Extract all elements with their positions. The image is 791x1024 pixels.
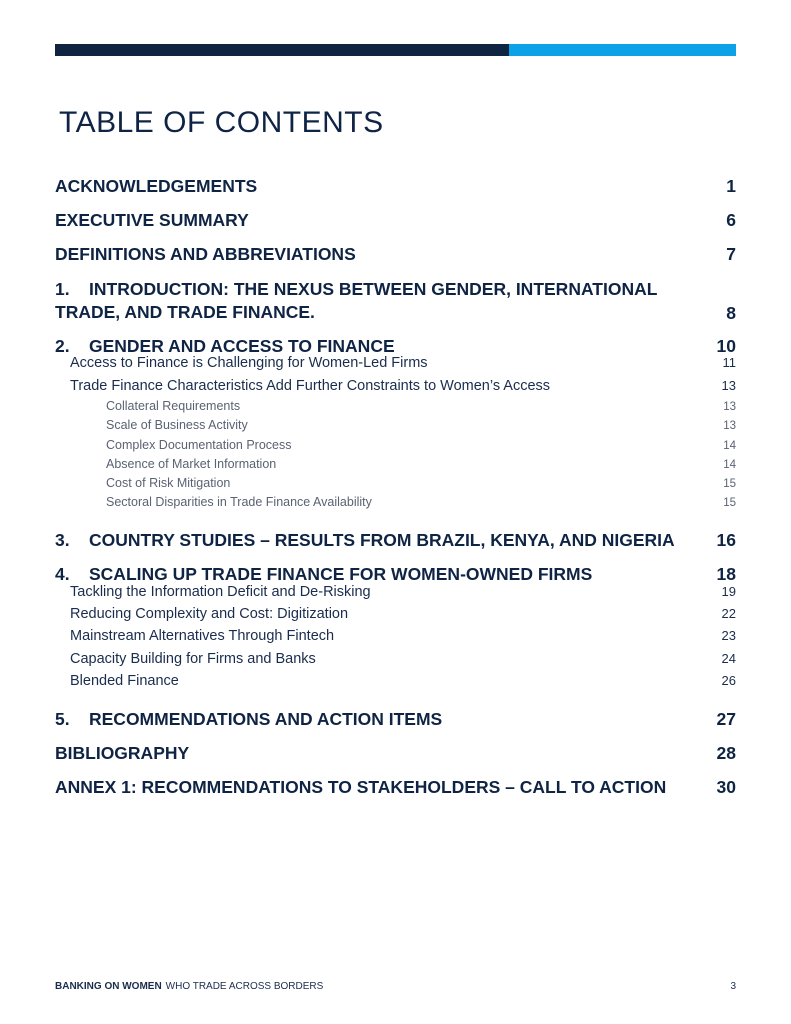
toc-entry-label	[55, 336, 395, 357]
toc-subsubentry-page: 14	[723, 440, 736, 452]
toc-entry-page: 18	[716, 564, 736, 584]
toc-entry-chapter-2[interactable]	[55, 336, 736, 357]
header-bar	[55, 44, 736, 56]
toc-entry-text: SCALING UP TRADE FINANCE FOR WOMEN-OWNED FIRMS	[89, 564, 593, 584]
toc-entry-line-2: TRADE, AND TRADE FINANCE.	[55, 302, 315, 322]
toc-subsubentry[interactable]	[55, 438, 736, 452]
toc-entry-chapter-5[interactable]	[55, 709, 736, 730]
toc-chapter-number: 5.	[55, 709, 70, 729]
toc-entry-bibliography[interactable]	[55, 743, 736, 764]
toc-subentry[interactable]	[55, 355, 736, 371]
toc-entry-text: COUNTRY STUDIES – RESULTS FROM BRAZIL, KENYA, AND NIGERIA	[89, 530, 675, 550]
toc-entry-page: 1	[726, 176, 736, 196]
toc-entry-page: 27	[716, 709, 736, 729]
toc-entry-label	[55, 278, 657, 324]
header-bar-light-segment	[509, 44, 736, 56]
toc-subsubentry[interactable]	[55, 399, 736, 413]
toc-entry-page: 28	[716, 743, 736, 763]
toc-subsubentry[interactable]	[55, 476, 736, 490]
toc-entry-page: 6	[726, 210, 736, 230]
toc-entry-label	[55, 709, 442, 730]
toc-entry-page: 7	[726, 244, 736, 264]
toc-chapter-number: 2.	[55, 336, 70, 356]
toc-subentry-page: 23	[721, 628, 736, 643]
toc-entry-acknowledgements[interactable]	[55, 176, 736, 197]
toc-subentry-page: 19	[721, 584, 736, 599]
toc-subsubentry-label: Collateral Requirements	[106, 399, 241, 413]
toc-subsubentry-page: 13	[723, 420, 736, 432]
header-bar-dark-segment	[55, 44, 509, 56]
footer-title	[55, 981, 323, 992]
toc-entry-label: ANNEX 1: RECOMMENDATIONS TO STAKEHOLDERS – CALL TO ACTION	[55, 777, 667, 797]
toc-subentry-label: Trade Finance Characteristics Add Further Constraints to Women’s Access	[70, 378, 551, 394]
toc-subsubentry-page: 14	[723, 459, 736, 471]
toc-subentry[interactable]	[55, 606, 736, 622]
toc-subentry[interactable]	[55, 651, 736, 667]
toc-subentry-label: Capacity Building for Firms and Banks	[70, 651, 316, 667]
toc-entry-annex-1[interactable]	[55, 777, 736, 798]
toc-entry-chapter-3[interactable]	[55, 530, 736, 551]
toc-subentry-label: Access to Finance is Challenging for Women-Led Firms	[70, 355, 428, 371]
toc-subentry[interactable]	[55, 378, 736, 394]
toc-entry-page: 10	[716, 336, 736, 356]
toc-entry-label	[55, 530, 675, 551]
toc-subentry-page: 22	[721, 606, 736, 621]
toc-subentry-label: Blended Finance	[70, 673, 179, 689]
toc-subentry-label: Tackling the Information Deficit and De-Risking	[70, 584, 371, 600]
toc-subentry[interactable]	[55, 673, 736, 689]
toc-entry-page: 16	[716, 530, 736, 550]
toc-subsubentry-label: Sectoral Disparities in Trade Finance Availability	[106, 495, 372, 509]
toc-entry-label: EXECUTIVE SUMMARY	[55, 210, 249, 230]
toc-entry-label	[55, 564, 592, 585]
toc-subsubentry[interactable]	[55, 457, 736, 471]
toc-subentry-label: Reducing Complexity and Cost: Digitization	[70, 606, 349, 622]
toc-entry-chapter-1[interactable]	[55, 278, 736, 324]
toc-entry-label: DEFINITIONS AND ABBREVIATIONS	[55, 244, 356, 264]
toc-subsubentry-label: Cost of Risk Mitigation	[106, 476, 231, 490]
toc-entry-text: RECOMMENDATIONS AND ACTION ITEMS	[89, 709, 443, 729]
toc-entry-page: 8	[726, 303, 736, 323]
footer-subtitle: WHO TRADE ACROSS BORDERS	[165, 981, 324, 992]
toc-entry-executive-summary[interactable]	[55, 210, 736, 231]
toc-subsubentry[interactable]	[55, 495, 736, 509]
toc-entry-line-1: INTRODUCTION: THE NEXUS BETWEEN GENDER, INTERNATIONAL	[89, 279, 658, 299]
toc-subentry-page: 13	[721, 378, 736, 393]
toc-entry-text: GENDER AND ACCESS TO FINANCE	[89, 336, 395, 356]
toc-chapter-number: 4.	[55, 564, 70, 584]
toc-subsubentry-page: 15	[723, 478, 736, 490]
toc-subentry-page: 26	[721, 673, 736, 688]
toc-subsubentry-label: Absence of Market Information	[106, 457, 277, 471]
toc-subsubentry-page: 15	[723, 497, 736, 509]
toc-entry-label: BIBLIOGRAPHY	[55, 743, 190, 763]
footer-page-number: 3	[730, 981, 736, 992]
toc-subentry-page: 11	[722, 355, 736, 370]
toc-subentry-page: 24	[721, 651, 736, 666]
toc-chapter-number: 1.	[55, 279, 70, 299]
toc-subentry[interactable]	[55, 584, 736, 600]
toc-entry-label: ACKNOWLEDGEMENTS	[55, 176, 258, 196]
footer-brand: BANKING ON WOMEN	[55, 981, 162, 992]
toc-subsubentry-page: 13	[723, 401, 736, 413]
toc-subentry-label: Mainstream Alternatives Through Fintech	[70, 628, 335, 644]
toc-subsubentry[interactable]	[55, 418, 736, 432]
toc-subsubentry-label: Complex Documentation Process	[106, 438, 292, 452]
page-title: TABLE OF CONTENTS	[59, 106, 384, 139]
toc-chapter-number: 3.	[55, 530, 70, 550]
toc-entry-chapter-4[interactable]	[55, 564, 736, 585]
toc-subsubentry-label: Scale of Business Activity	[106, 418, 248, 432]
toc-entry-definitions[interactable]	[55, 244, 736, 265]
page-footer	[55, 981, 736, 992]
toc-entry-page: 30	[716, 777, 736, 797]
toc-subentry[interactable]	[55, 628, 736, 644]
